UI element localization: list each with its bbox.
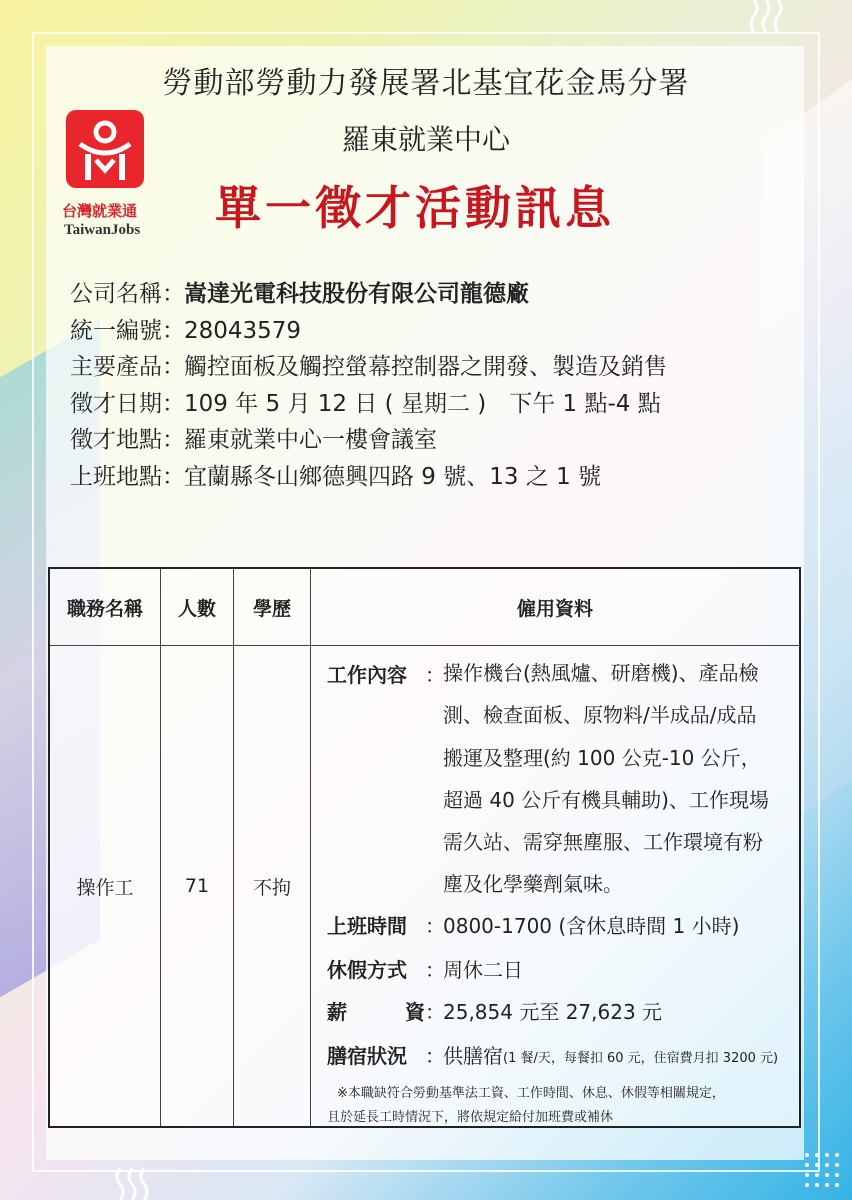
salary-value: 25,854 元至 27,623 元 — [443, 1000, 663, 1024]
dot-grid-decoration — [802, 1150, 842, 1190]
leave-value: 周休二日 — [443, 958, 523, 982]
taiwanjobs-logo — [62, 108, 162, 240]
info-label: 公司名稱 — [70, 281, 162, 307]
info-value: 28043579 — [184, 317, 302, 344]
info-date: 徵才日期 ： 109 年 5 月 12 日 ( 星期二 ) 下午 1 點-4 點 — [70, 386, 667, 423]
cell-count: 71 — [161, 646, 234, 1128]
info-tax-id: 統一編號 ： 28043579 — [70, 313, 667, 350]
work-content-row: 工作內容 ： — [327, 659, 443, 688]
logo-icon-box — [66, 110, 144, 188]
center-title: 羅東就業中心 — [341, 123, 510, 156]
meal-note: (1 餐/天，每餐扣 60 元，住宿費月扣 3200 元) — [503, 1051, 779, 1066]
hours-row: 上班時間 ： 0800-1700 (含休息時間 1 小時) — [327, 910, 739, 939]
work-line: 需久站、需穿無塵服、工作環境有粉 — [443, 830, 763, 855]
table-row — [49, 646, 800, 1128]
info-label: 徵才日期 — [70, 390, 162, 417]
meal-label: 膳宿狀況 — [327, 1044, 407, 1068]
header-count: 人數 — [161, 568, 234, 646]
salary-label: 薪 資 — [327, 1000, 425, 1024]
work-line: 測、檢查面板、原物料/半成品/成品 — [443, 703, 757, 728]
info-value: 嵩達光電科技股份有限公司龍德廠 — [184, 281, 529, 307]
info-value: 宜蘭縣冬山鄉德興四路 9 號、13 之 1 號 — [184, 463, 602, 490]
event-title: 單一徵才活動訊息 — [215, 181, 615, 235]
labor-law-note-2: 且於延長工時情況下，將依規定給付加班費或補休 — [327, 1110, 614, 1125]
header-education: 學歷 — [234, 568, 311, 646]
work-content-text — [443, 652, 805, 906]
hours-value: 0800-1700 (含休息時間 1 小時) — [443, 914, 740, 938]
meal-value: 供膳宿 — [443, 1044, 503, 1068]
logo-text-cn: 台灣就業通 — [62, 202, 138, 220]
work-line: 超過 40 公斤有機具輔助)、工作現場 — [443, 787, 769, 812]
info-workplace: 上班地點 ： 宜蘭縣冬山鄉德興四路 9 號、13 之 1 號 — [70, 459, 667, 496]
event-info — [70, 276, 667, 495]
salary-row: 薪 資 ： 25,854 元至 27,623 元 — [327, 996, 662, 1025]
logo-text-en: TaiwanJobs — [64, 222, 141, 238]
info-label: 統一編號 — [70, 317, 162, 344]
work-line: 塵及化學藥劑氣味。 — [443, 872, 623, 897]
work-line: 操作機台(熱風爐、研磨機)、產品檢 — [443, 661, 759, 685]
cell-employment-info — [311, 646, 801, 1128]
work-content-label: 工作內容 — [327, 663, 407, 687]
info-value: 109 年 5 月 12 日 ( 星期二 ) 下午 1 點-4 點 — [184, 390, 661, 417]
cell-job-title: 操作工 — [49, 646, 161, 1128]
info-label: 上班地點 — [70, 463, 162, 490]
person-icon — [66, 110, 144, 188]
meal-row: 膳宿狀況 ： 供膳宿 (1 餐/天，每餐扣 60 元，住宿費月扣 3200 元) — [327, 1040, 778, 1069]
info-value: 羅東就業中心一樓會議室 — [184, 427, 437, 453]
header-job-title: 職務名稱 — [49, 568, 161, 646]
info-company: 公司名稱 ： 嵩達光電科技股份有限公司龍德廠 — [70, 276, 667, 313]
leave-row: 休假方式 ： 周休二日 — [327, 954, 523, 983]
leave-label: 休假方式 — [327, 958, 407, 982]
info-value: 觸控面板及觸控螢幕控制器之開發、製造及銷售 — [184, 354, 667, 380]
agency-title: 勞動部勞動力發展署北基宜花金馬分署 — [162, 66, 690, 101]
info-label: 主要產品 — [70, 354, 162, 380]
labor-law-note: ※本職缺符合勞動基準法工資、工作時間、休息、休假等相關規定， — [337, 1086, 725, 1101]
info-label: 徵才地點 — [70, 427, 162, 453]
jobs-table — [48, 567, 801, 1128]
table-header-row — [49, 568, 800, 646]
work-line: 搬運及整理(約 100 公克-10 公斤， — [443, 745, 761, 770]
cell-education: 不拘 — [234, 646, 311, 1128]
wave-lines-decoration-bottom — [110, 1150, 170, 1200]
hours-label: 上班時間 — [327, 914, 407, 938]
header-employment-info: 僱用資料 — [311, 568, 801, 646]
wave-lines-decoration — [744, 0, 804, 60]
info-venue: 徵才地點 ： 羅東就業中心一樓會議室 — [70, 422, 667, 459]
info-products: 主要產品 ： 觸控面板及觸控螢幕控制器之開發、製造及銷售 — [70, 349, 667, 386]
